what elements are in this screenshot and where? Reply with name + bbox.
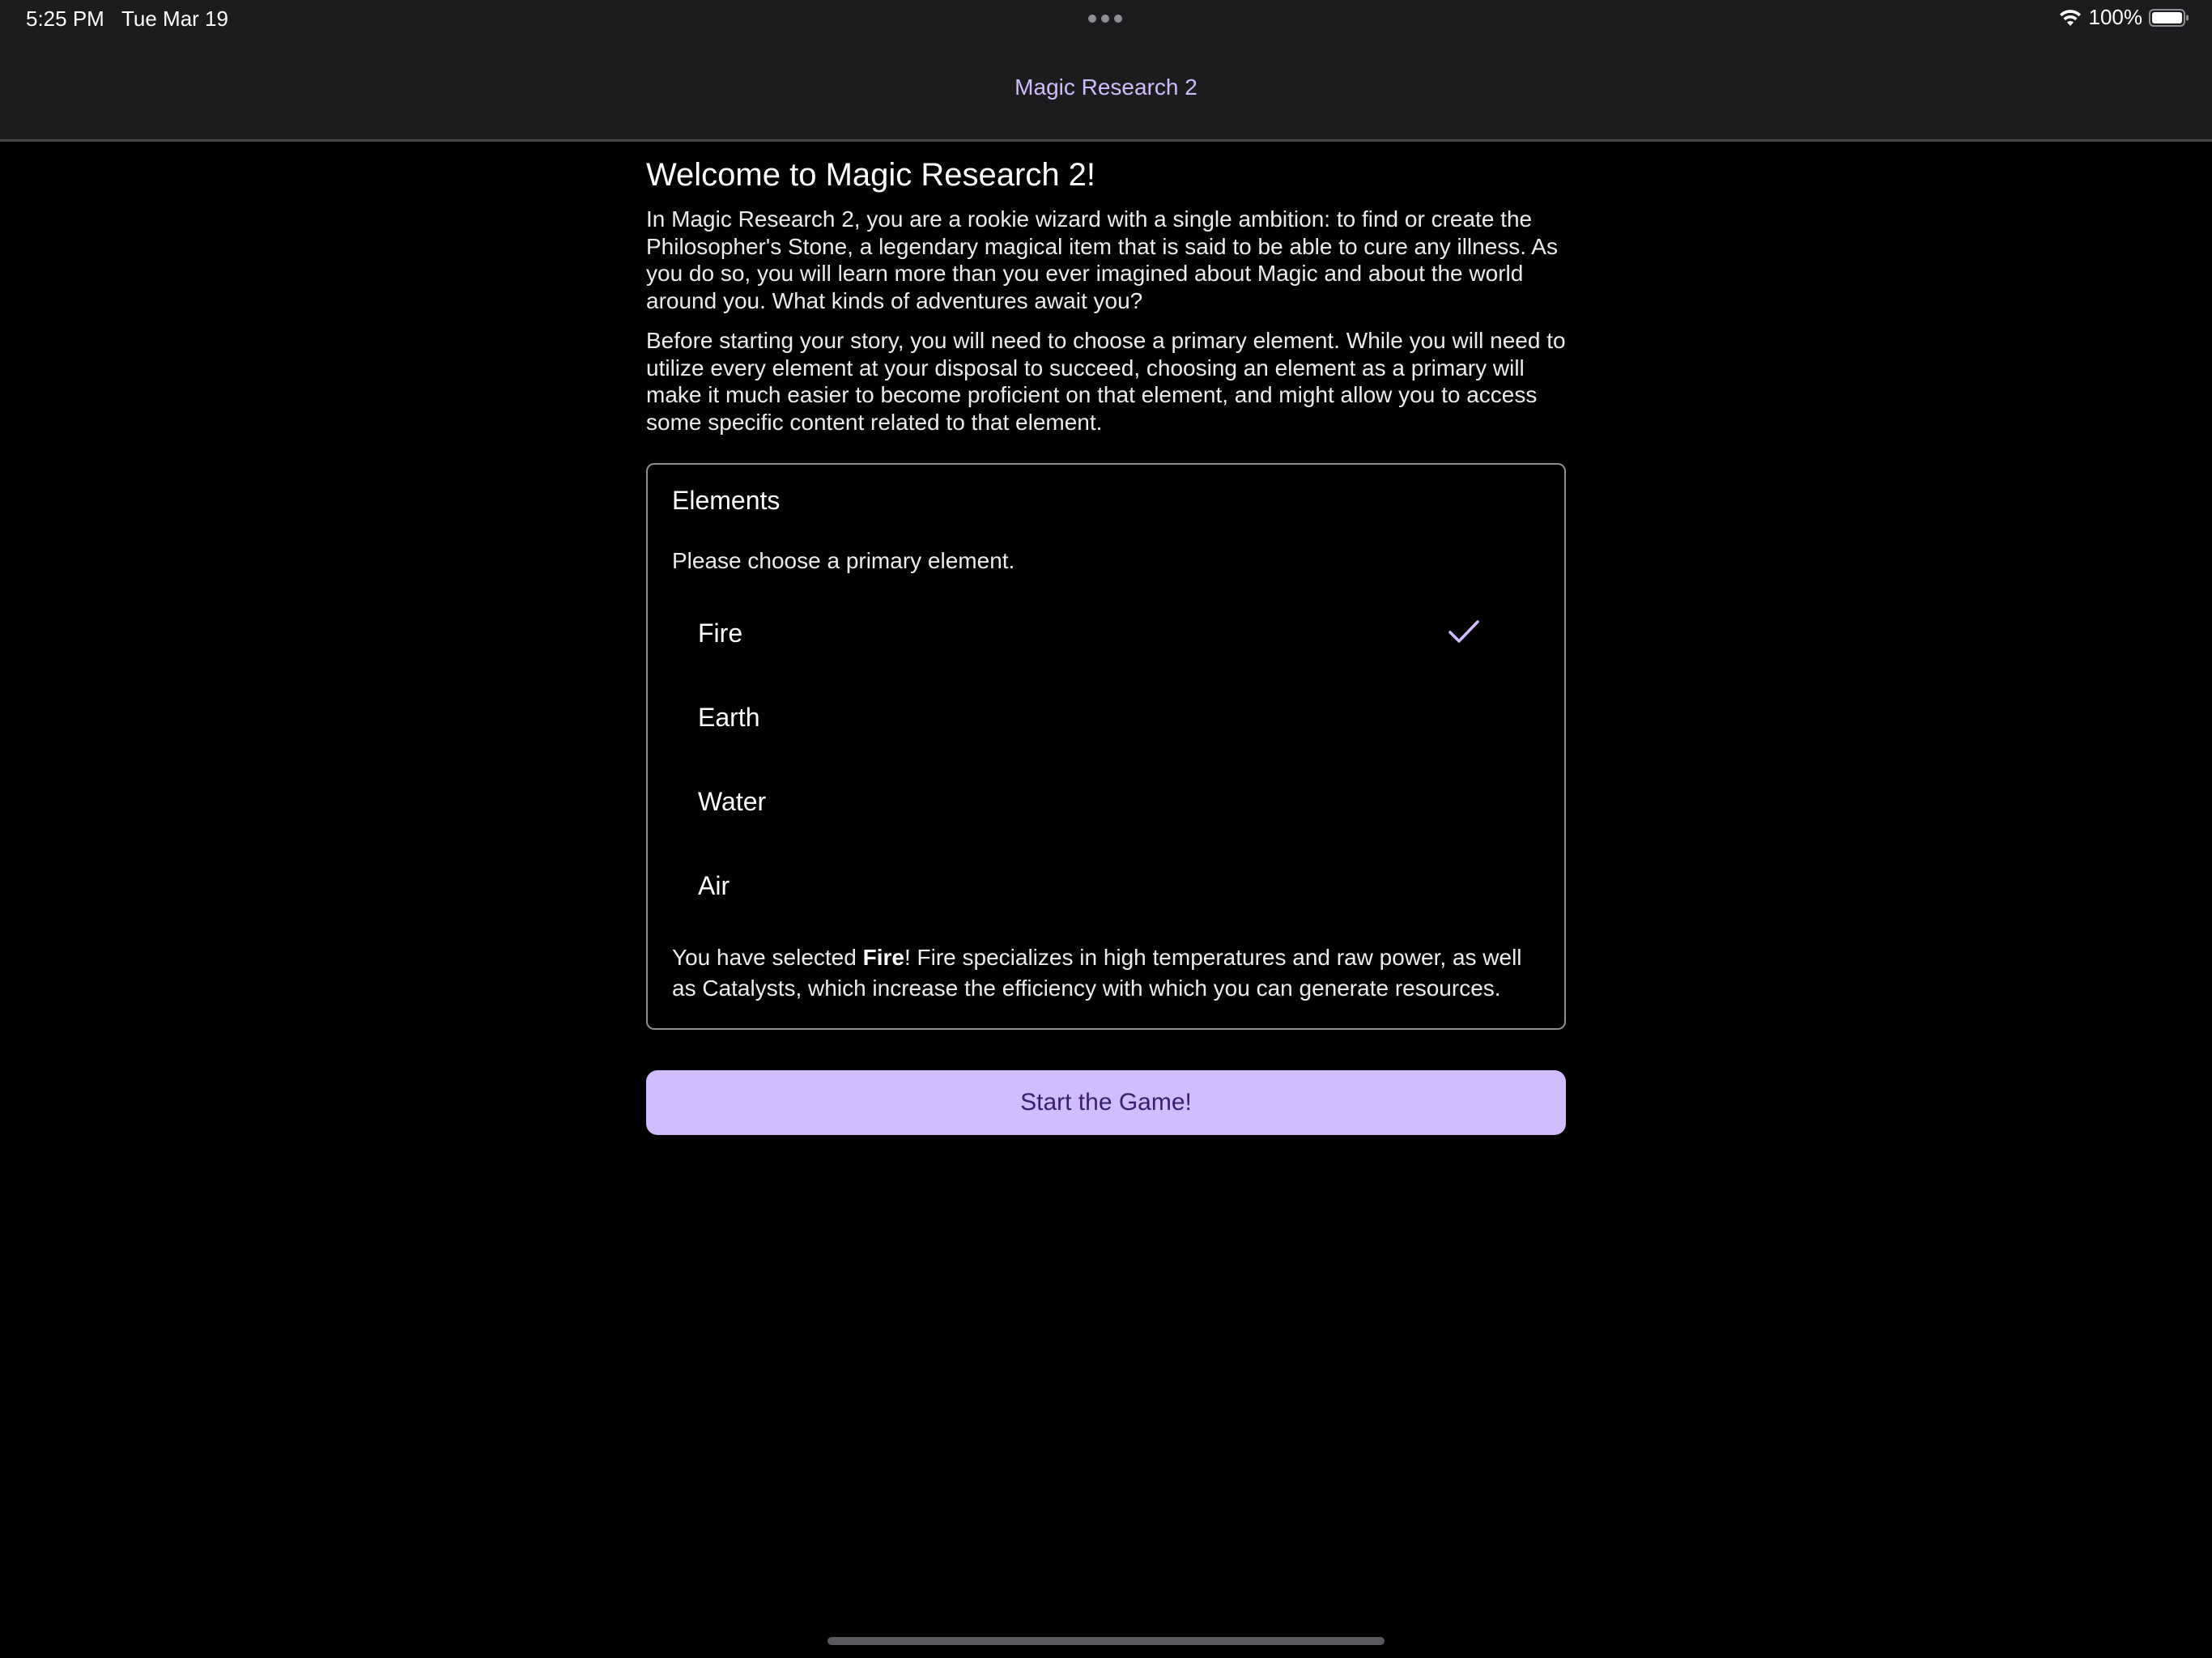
element-option-air[interactable] [672, 844, 1540, 928]
element-option-label: Air [698, 870, 730, 900]
status-date: Tue Mar 19 [121, 6, 228, 31]
description-element: Fire [862, 945, 904, 970]
main-content [646, 154, 1566, 1135]
element-option-fire[interactable] [672, 591, 1540, 675]
description-suffix: ! Fire specializes in high temperatures and raw power, as well as Catalysts, which increase the efficiency with which you can generate resources. [672, 945, 1522, 1001]
battery-icon [2149, 8, 2189, 28]
home-indicator[interactable] [827, 1637, 1385, 1645]
element-option-label: Earth [698, 702, 760, 732]
element-option-water[interactable] [672, 759, 1540, 844]
page-title: Welcome to Magic Research 2! [646, 157, 1096, 193]
navigation-bar [0, 39, 2212, 142]
battery-percent: 100% [2088, 5, 2142, 29]
card-title: Elements [672, 486, 781, 515]
elements-card [646, 463, 1566, 1030]
status-bar [0, 0, 2212, 39]
selection-description [672, 942, 1540, 1004]
status-indicators [2058, 5, 2190, 30]
start-game-button[interactable]: Start the Game! [646, 1070, 1566, 1135]
element-list [672, 591, 1540, 928]
description-prefix: You have selected [672, 945, 863, 970]
card-prompt: Please choose a primary element. [672, 548, 1015, 573]
element-option-earth[interactable] [672, 675, 1540, 759]
nav-title: Magic Research 2 [1015, 74, 1197, 100]
wifi-icon [2058, 8, 2082, 28]
intro-paragraph: In Magic Research 2, you are a rookie wizard with a single ambition: to find or create the Philosopher's Stone, a legendary magical item that is said to be able to cure any illness. As you do so, you will learn more than you ever imagined about Magic and about the world around you. What kinds of adventures await you? [646, 206, 1558, 313]
checkmark-icon [1448, 619, 1480, 651]
status-time: 5:25 PM [26, 6, 104, 31]
multitasking-dots-icon[interactable] [1088, 15, 1122, 23]
element-option-label: Water [698, 786, 767, 816]
instructions-paragraph: Before starting your story, you will need to choose a primary element. While you will need to utilize every element at your disposal to succeed, choosing an element as a primary will make it much easier to become proficient on that element, and might allow you to access some specific content related to that element. [646, 328, 1566, 435]
element-option-label: Fire [698, 618, 743, 648]
